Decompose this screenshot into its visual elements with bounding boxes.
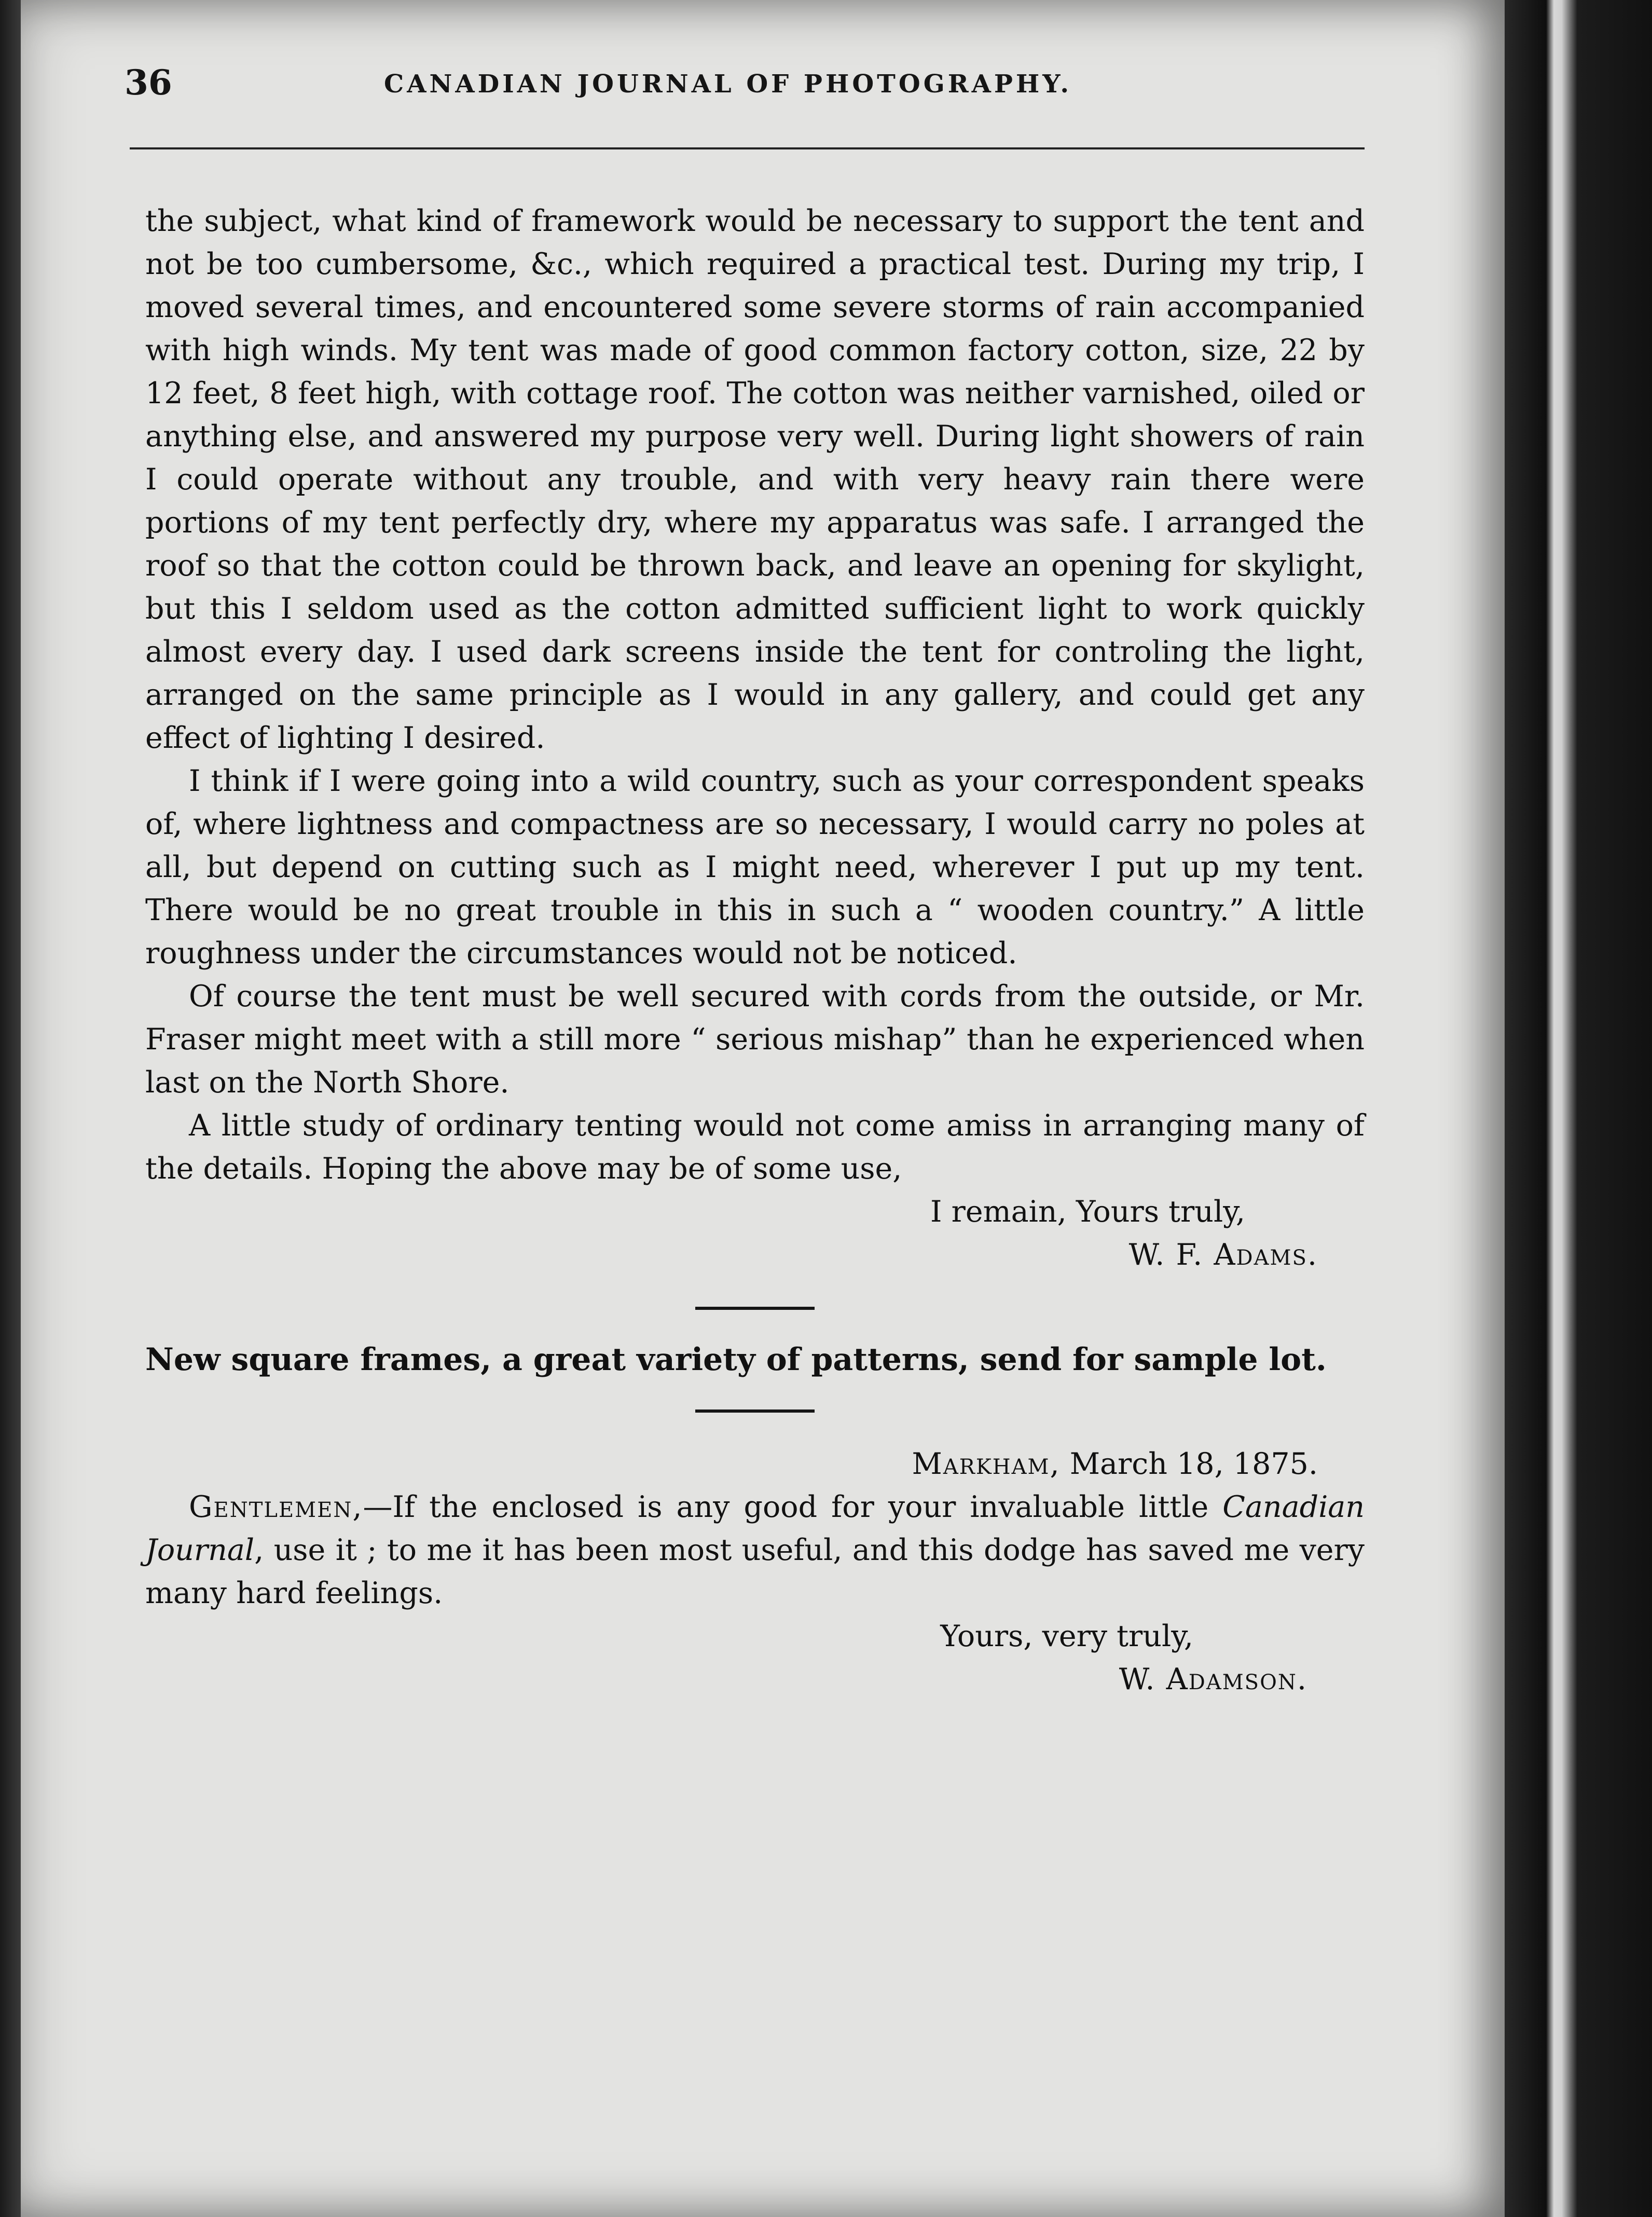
article-body (145, 200, 1365, 1701)
letter-text: , use it ; to me it has been most useful, and this dodge has saved me very many hard feelings. (145, 1533, 1365, 1610)
dateline-place: Markham, (912, 1447, 1061, 1481)
letter-text: —If the enclosed is any good for your invaluable little (363, 1490, 1223, 1524)
journal-name: Canadian Journal (145, 1490, 1365, 1567)
journal-page (21, 0, 1505, 2217)
running-head (125, 57, 1365, 109)
letter-paragraph: Of course the tent must be well secured with cords from the outside, or Mr. Fraser might meet with a still more “ serious mishap” than he experienced when last on the North Shore. (145, 979, 1365, 1100)
letter-closing: I remain, Yours truly, (930, 1195, 1245, 1229)
letter-paragraph: A little study of ordinary tenting would not come amiss in arranging many of the details. Hoping the above may be of some use, (145, 1108, 1365, 1186)
signature-name: W. Adamson. (1119, 1662, 1307, 1696)
journal-title: CANADIAN JOURNAL OF PHOTOGRAPHY. (384, 70, 1072, 99)
advertisement: New square frames, a great variety of patterns, send for sample lot. (145, 1342, 1327, 1378)
signature-name: W. F. Adams. (1128, 1238, 1318, 1272)
letter-closing: Yours, very truly, (940, 1619, 1193, 1653)
page-number: 36 (125, 62, 172, 103)
dateline (145, 1443, 1365, 1486)
letter-paragraph: I think if I were going into a wild country, such as your correspondent speaks of, where lightness and compactness are so necessary, I would carry no poles at all, but depend on cutting such as I might need, wherever I put up my tent. There would be no great trouble in this in such a “ wooden country.” A little roughness under the circumstances would not be noticed. (145, 764, 1365, 970)
salutation: Gentlemen, (189, 1490, 363, 1524)
dateline-date: March 18, 1875. (1060, 1447, 1318, 1481)
header-rule (130, 147, 1365, 149)
letter-signature (145, 1234, 1365, 1277)
letter-paragraph: the subject, what kind of framework would be necessary to support the tent and not be too cumbersome, &c., which required a practical test. During my trip, I moved several times, and encountered some severe storms of rain accompanied with high winds. My tent was made of good common factory cotton, size, 22 by 12 feet, 8 feet high, with cottage roof. The cotton was neither varnished, oiled or anything else, and answered my purpose very well. During light showers of rain I could operate without any trouble, and with very heavy rain there were portions of my tent perfectly dry, where my apparatus was safe. I arranged the roof so that the cotton could be thrown back, and leave an opening for skylight, but this I seldom used as the cotton admitted sufficient light to work quickly almost every day. I used dark screens inside the tent for controling the light, arranged on the same principle as I would in any gallery, and could get any effect of lighting I desired. (145, 204, 1365, 755)
letter-paragraph (145, 1486, 1365, 1615)
section-divider (695, 1409, 815, 1413)
section-divider (695, 1307, 815, 1310)
letter-signature (145, 1658, 1365, 1701)
